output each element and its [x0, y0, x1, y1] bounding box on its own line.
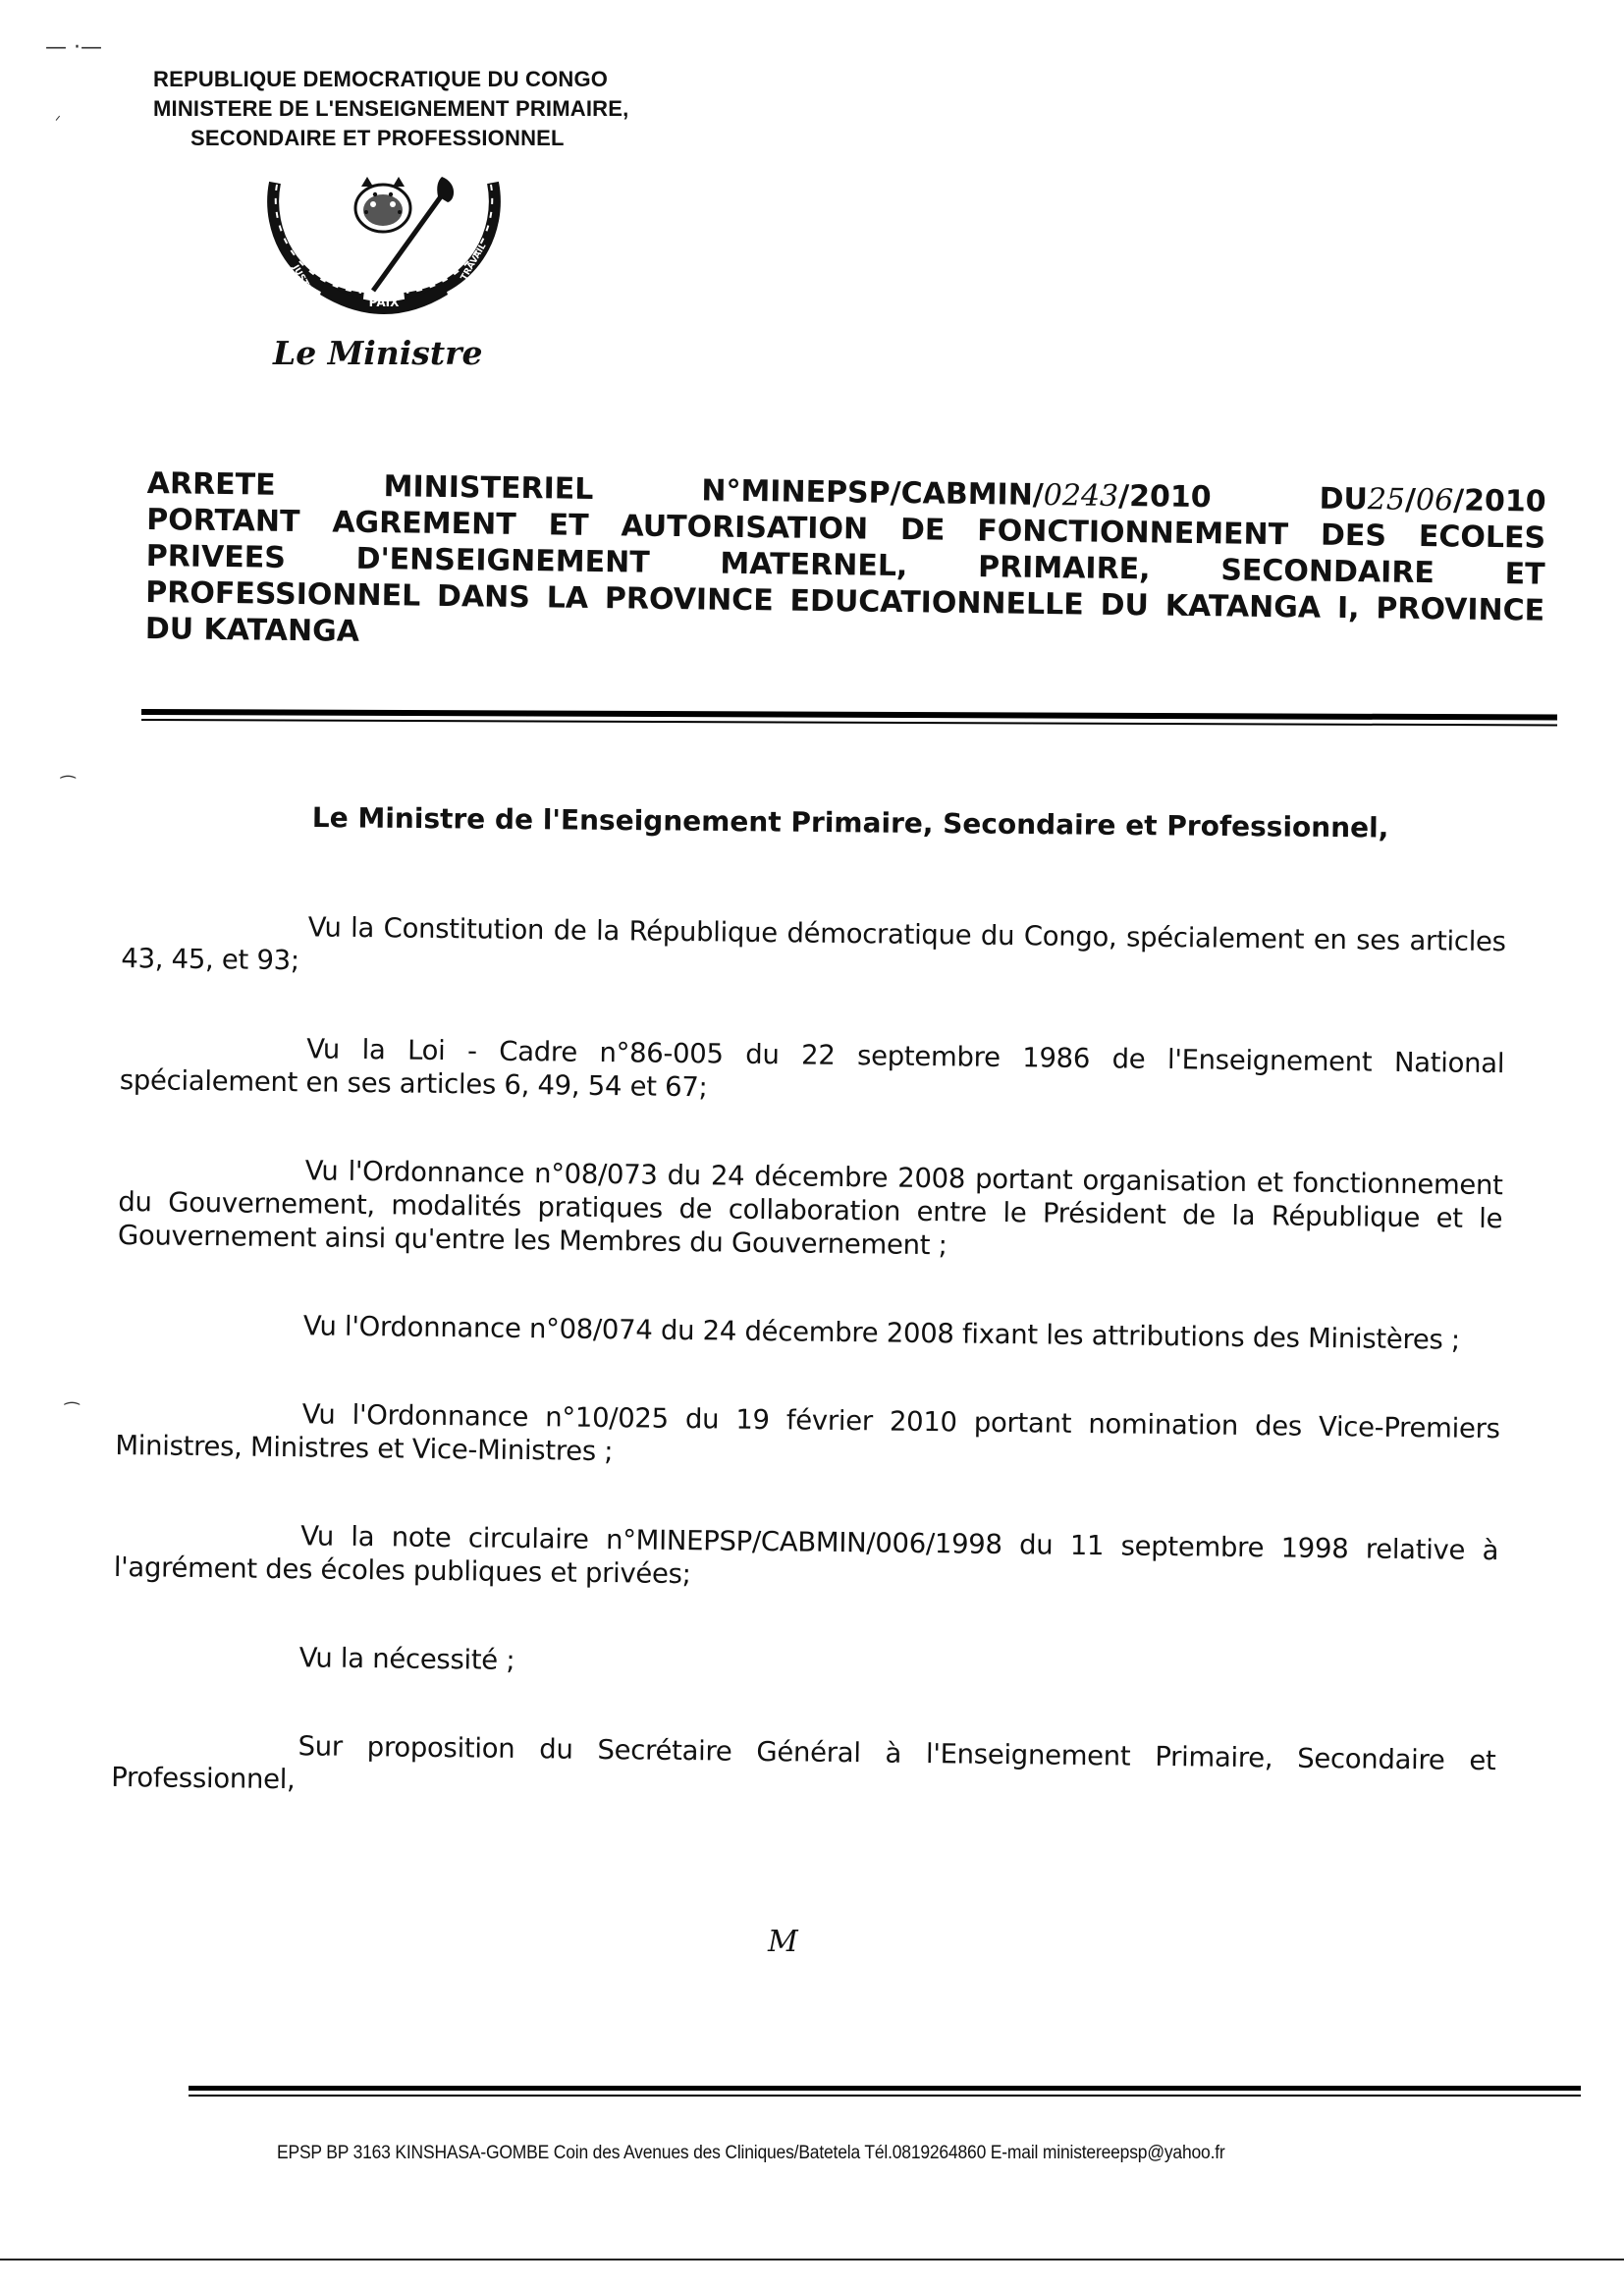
decree-title [145, 465, 1546, 666]
title-word: DU [1100, 587, 1150, 624]
title-word: SECONDAIRE [1220, 553, 1435, 591]
minister-heading: Le Ministre de l'Enseignement Primaire, Secondaire et Professionnel, [311, 801, 1389, 844]
scan-mark-dash: — ·— [45, 35, 102, 60]
title-word: PORTANT [146, 502, 300, 540]
title-word: EDUCATIONNELLE [789, 583, 1084, 623]
title-word: ET [1504, 557, 1545, 592]
title-word: PROFESSIONNEL [145, 574, 421, 614]
initials-mark: M [768, 1925, 798, 1959]
spear-icon [373, 177, 454, 291]
title-word: D'ENSEIGNEMENT [355, 541, 650, 580]
coat-of-arms-icon [255, 173, 520, 320]
scan-mark-left-1: ⁀ [61, 776, 76, 796]
scan-mark-left-2: ⁀ [65, 1402, 80, 1423]
letterhead-ministry: MINISTERE DE L'ENSEIGNEMENT PRIMAIRE, [153, 96, 629, 121]
consideration-paragraph: Vu l'Ordonnance n°08/074 du 24 décembre 2008 fixant les attributions des Ministères ; [302, 1310, 1461, 1356]
title-word: LA [546, 580, 589, 616]
title-word: MATERNEL, [720, 546, 908, 584]
motto-travail: TRAVAIL [459, 242, 489, 283]
title-word: PROVINCE [1376, 591, 1545, 628]
letterhead-country: REPUBLIQUE DEMOCRATIQUE DU CONGO [153, 67, 609, 91]
title-word: DES [1320, 518, 1387, 554]
consideration-paragraph: Vu l'Ordonnance n°08/073 du 24 décembre 2008 portant organisation et fonctionnement du Gouvernement, modalités pratiques de collaboration entre le Président de la République et le Gouvernement ainsi qu'entre les Membres du Gouvernement ; [117, 1155, 1503, 1262]
minister-signature-label: Le Ministre [273, 334, 483, 372]
footer-contact: EPSP BP 3163 KINSHASA-GOMBE Coin des Avenues des Cliniques/Batetela Tél.0819264860 E-mail ministereepsp@yahoo.fr [277, 2143, 1225, 2163]
consideration-paragraph: Vu la note circulaire n°MINEPSP/CABMIN/006/1998 du 11 septembre 1998 relative à l'agrément des écoles publiques et privées; [113, 1520, 1499, 1591]
scan-mark-tick: ᐟ [55, 114, 61, 130]
considerations [110, 908, 1506, 1866]
title-divider [141, 709, 1557, 721]
title-word: ECOLES [1418, 518, 1546, 556]
scan-edge-line [0, 2259, 1624, 2261]
title-word: ARRETE [146, 465, 276, 503]
handwritten-number: 0243 [1043, 477, 1119, 514]
consideration-paragraph: Sur proposition du Secrétaire Général à l'Enseignement Primaire, Secondaire et Professionnel, [110, 1730, 1496, 1796]
leopard-head-icon [355, 177, 410, 232]
decree-date: DU25/06/2010 [1319, 481, 1546, 519]
title-word: AGREMENT [332, 505, 516, 542]
title-word: DE [899, 513, 946, 548]
title-word: DANS [436, 578, 531, 616]
decree-number: N°MINEPSP/CABMIN/0243/2010 [701, 473, 1212, 516]
consideration-paragraph: Vu l'Ordonnance n°10/025 du 19 février 2010 portant nomination des Vice-Premiers Ministres, Ministres et Vice-Ministres ; [115, 1398, 1500, 1468]
motto-justice: JUSTICE [290, 263, 318, 302]
letterhead [153, 65, 628, 153]
title-word: MINISTERIEL [383, 469, 594, 507]
title-word: PRIMAIRE, [977, 550, 1151, 587]
title-word: PROVINCE [604, 581, 774, 619]
title-word: FONCTIONNEMENT [977, 514, 1289, 553]
consideration-paragraph: Vu la Loi - Cadre n°86-005 du 22 septembre 1986 de l'Enseignement National spécialement en ses articles 6, 49, 54 et 67; [119, 1033, 1505, 1104]
title-word: I, [1336, 590, 1360, 626]
title-word: DU KATANGA [144, 611, 360, 649]
title-divider-thin [141, 719, 1557, 727]
footer-divider-thin [189, 2095, 1581, 2097]
title-word: PRIVEES [145, 538, 287, 575]
title-word: ET [548, 508, 589, 543]
handwritten-day: 25 [1367, 482, 1406, 518]
consideration-paragraph: Vu la Constitution de la République démocratique du Congo, spécialement en ses articles 43, 45, et 93; [121, 911, 1506, 977]
title-word: AUTORISATION [621, 509, 869, 547]
handwritten-month: 06 [1415, 482, 1454, 518]
title-word: KATANGA [1164, 588, 1322, 626]
consideration-paragraph: Vu la nécessité ; [298, 1642, 515, 1676]
footer-divider [189, 2086, 1581, 2091]
motto-paix: PAIX [368, 296, 400, 309]
letterhead-ministry-cont: SECONDAIRE ET PROFESSIONNEL [190, 126, 565, 150]
